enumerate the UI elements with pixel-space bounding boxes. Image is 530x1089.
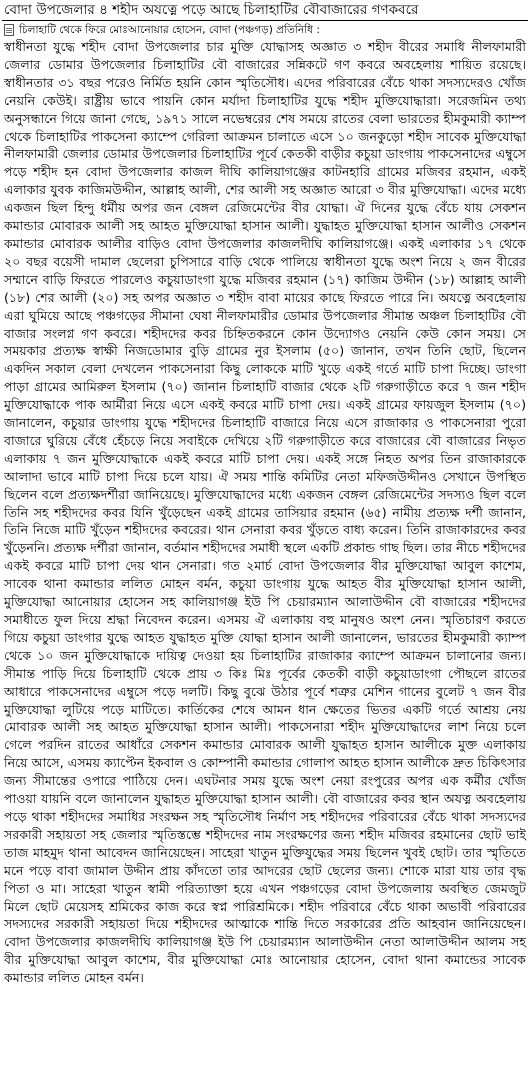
article xyxy=(2,2,528,1085)
document-icon xyxy=(4,24,14,36)
byline-row xyxy=(2,21,528,38)
article-headline: বোদা উপজেলার ৪ শহীদ অযত্নে পড়ে আছে চিলাহাটির বৌবাজারের গণকবরে xyxy=(2,2,528,21)
article-body: স্বাধীনতা যুদ্ধে শহীদ বোদা উপজেলার চার মুক্তি যোদ্ধাসহ অজ্ঞাত ৩ শহীদ বীরের সমাধি নীলফামারী জেলার ডোমার উপজেলার চিলাহাটির বৌ বাজারের সন্নিকটে গণ কবরে অবহেলায় শায়িত রয়েছে। স্বাধীনতার ৩১ বছর পরেও নির্মিত হয়নি কোন স্মৃতিসৌধ। এদের পরিবারের বেঁচে থাকা সদস্যদেরও খোঁজ নেয়নি কেউই। রাষ্ট্রীয় ভাবে পায়নি কোন মর্যাদা চিলাহাটির যুদ্ধে শহীদ মুক্তিযোদ্ধারা। সরেজমিন তথ্য অনুসন্ধানে গিয়ে জানা গেছে, ১৯৭১ সালে নভেম্বরের শেষ সময়ে রাতের বেলা ভারতের হীমকুমারী ক্যাম্প থেকে চিলাহাটির পাকসেনা ক্যাম্পে গেরিলা আক্রমন চালাতে এসে ১০ জনকুড়ো শহীদ সাবেক মুক্তিযোদ্ধা নীলফামারী জেলার ডোমার উপজেলার চিলাহাটির পূর্বে কেতকী বাড়ীর কচুয়া ডাংগায় পাকসেনাদের এম্বুসে পড়ে শহীদ হন বোদা উপজেলার কাজল দীঘি কালিয়াগঞ্জের কাটনহারি গ্রামের মজিবর রহমান, একই এলাকার যুবক কাজিমউদ্দীন, আল্লাহ আলী, শের আলী সহ অজ্ঞাত আরো ৩ বীর মুক্তিযোদ্ধা। এদের মধ্যে একজন ছিল হিন্দু ধর্মীয় অপর জন বেঙ্গল রেজিমেন্টের বীর যোদ্ধা। ঐ দিনের যুদ্ধে বেঁচে যায় সেকশন কমান্ডার মোবারক আলী সহ আহত মুক্তিযোদ্ধা হাসান আলী। যুদ্ধাহত মুক্তিযোদ্ধা হাসান আলীও সেকশন কমান্ডার মোবারক আলীর বাড়িও বোদা উপজেলার কাজলদীঘি কালিয়াগঞ্জে। একই এলাকার ১৭ থেকে ২০ বছর বয়েসী দামাল ছেলেরা চুপিসারে বাড়ি থেকে পালিয়ে স্বাধীনতা যুদ্ধে অংশ নিয়ে ২ জন বীরের সম্মানে বাড়ি ফিরতে পারলেও কচুয়াডাংগা যুদ্ধে মজিবর রহমান (১৭) কাজিম উদ্দীন (১৮) আল্লাহ আলী (১৮) শের আলী (২০) সহ অপর অজ্ঞাত ৩ শহীদ বাবা মায়ের কাছে ফিরতে পারে নি। অযত্নে অবহেলায় এরা ঘুমিয়ে আছে পঞ্চগড়ের সীমানা ঘেষা নীলফামারীর ডোমার উপজেলার সীমান্ত অঞ্চল চিলাহাটির বৌ বাজার সংলগ্ন গণ কবরে। শহীদদের কবর চিহ্নিতকরনে কোন উদ্যোগও নেয়নি কেউ কোন সময়। সে সময়কার প্রত্যক্ষ স্বাক্ষী নিজডোমার বুড়ি গ্রামের নুর ইসলাম (৫০) জানান, তখন তিনি ছোট, ছিলেন একদিন সকাল বেলা দেখলেন পাকসেনারা কিছু লোককে মাটি খুড়ে একই গর্তে মাটি চাপা দিচ্ছে। ডাংগা পাড়া গ্রামের আমিরুল ইসলাম (৭০) জানান চিলাহাটি বাজার থেকে ২টি গরুগাড়ীতে করে ৭ জন শহীদ মুক্তিযোদ্ধাকে পাক আর্মীরা নিয়ে এসে একই কবরে মাটি চাপা দেয়। একই গ্রামের ফায়জুল ইসলাম (৭০) জানালেন, কচুয়ার ডাংগায় যুদ্ধে শহীদদের চিলাহাটি বাজারে নিয়ে এসে রাজাকার ও পাকসেনারা পুরো বাজারে ঘুরিয়ে বেঁধে হেঁচড়ে নিয়ে সবাইকে দেখিয়ে ২টি গরুগাড়ীতে করে বাজারের বৌ বাজারের নিভৃত এলাকায় ৭ জন মুক্তিযোদ্ধাকে একই কবরে মাটি চাপা দেয়। একই সঙ্গে নিহত অপর তিন রাজাকারকে আলাদা ভাবে মাটি চাপা দিয়ে চলে যায়। ঐ সময় শান্তি কমিটির নেতা মফিজউদ্দীনও সেখানে উপস্থিত ছিলেন বলে প্রত্যক্ষদর্শীরা জানিয়েছে। মুক্তিযোদ্ধাদের মধ্যে একজন বেঙ্গল রেজিমেন্টের সদস্যও ছিল বলে তিনি সহ শহীদদের কবর যিনি খুঁড়েছেন একই গ্রামের তাসিয়ার রহমান (৬৫) নামীয় প্রত্যক্ষ দর্শী জানান, তিনি নিজে মাটি খুঁড়েন শহীদদের কবরের। থান সেনারা কবর খুঁড়তে বাধ্য করেন। তিনি রাজাকারদের কবর খুঁড়েননি। প্রত্যক্ষ দর্শীরা জানান, বর্তমান শহীদদের সমাধী স্থলে একটি প্রকান্ড গাছ ছিল। তার নীচে শহীদদের একই কবরে মাটি চাপা দেয় থান সেনারা। গত ২মার্চ বোদা উপজেলার বীর মুক্তিযোদ্ধা আবুল কাশেম, সাবেক থানা কমান্ডার ললিত মোহন বর্মন, কচুয়া ডাংগায় যুদ্ধে আহত বীর মুক্তিযোদ্ধা হাসান আলী, মুক্তিযোদ্ধা আনোয়ার হোসেন সহ কালিয়াগঞ্জ ইউ পি চেয়ারম্যান আলাউদ্দীন বৌ বাজারের শহীদদের সমাধীতে ফুল দিয়ে শ্রদ্ধা নিবেদন করেন। এসময় ঐ এলাকায় বহু মানুষও অংশ নেন। স্মৃতিচারণ করতে গিয়ে কচুয়া ডাংগার যুদ্ধে আহত যুদ্ধাহত মুক্তি যোদ্ধা হাসান আলী জানালেন, ভারতের হীমকুমারী ক্যাম্প থেকে ১০ জন মুক্তিযোদ্ধাকে দায়িত্ব দেওয়া হয় চিলাহাটির রাজাকার ক্যাম্পে আক্রমন চালানোর জন্য। সীমান্ত পাড়ি দিয়ে চিলাহাটি থেকে প্রায় ৩ কিঃ মিঃ পূর্বের কেতকী বাড়ী কচুয়াডাংগা পৌছলে রাতের আধারে পাকসেনাদের এম্বুসে পড়ে দলটি। কিছু বুঝে উঠার পূর্বে শত্রুর মেশিন গানের বুলেট ৭ জন বীর মুক্তিযোদ্ধা লুটিয়ে পড়ে মাটিতে। কার্তিকের শেষে আমন ধান ক্ষেতের ভিতর একটি গর্তে আশ্রয় নেয় মোবারক আলী সহ আহত মুক্তিযোদ্ধা হাসান আলী। পাকসেনারা শহীদ মুক্তিযোদ্ধাদের লাশ নিয়ে চলে গেলে পরদিন রাতের আধাঁরে সেকশন কমান্ডার মোবারক আলী যুদ্ধাহত হাসান আলীকে মুক্ত এলাকায় নিয়ে আসে, এসময় ক্যাপ্টেন ইকবাল ও কোম্পানী কমান্ডার গোলাপ আহত হাসান আলীকে দ্রুত চিকিৎসার জন্য সীমান্তের ওপারে পাঠিয়ে দেন। এঘটনার সময় যুদ্ধে অংশ নেয়া রংপুরের অপর এক কর্মীর খোঁজ পাওয়া যায়নি বলে জানালেন যুদ্ধাহত মুক্তিযোদ্ধা হাসান আলী। বৌ বাজারের কবর স্থান অযত্ন অবহেলায় পড়ে থাকা শহীদদের সমাধির সংরক্ষন সহ স্মৃতিসৌধ নির্মাণ সহ শহীদদের পরিবারের বেঁচে থাকা সদস্যদের সরকারী সহায়তা সহ জেলার স্মৃতিস্তম্ভে শহীদদের নাম সংরক্ষণের জন্য শহীদ মজিবর রহমানের ছোট ভাই তাজ মাহমুদ থানা আবেদন জানিয়েছেন। সাহেরা খাতুন মুক্তিযুদ্ধের সময় ছিলেন খুবই ছোট। তার স্মৃতিতে মনে পড়ে বাবা জামাল উদ্দীন প্রায় কাঁদতো তার আদরের ছোট ছেলের জন্য। শোকে মারা যায় তার বৃদ্ধ পিতা ও মা। সাহেরা খাতুন স্বামী পরিত্যাক্তা হয়ে এখন পঞ্চগড়ের বোদা উপজেলায় অবস্থিত জেমজুট মিলে ছোট মেয়েসহ শ্রমিকের কাজ করে স্বপ্ন পারিশ্রমিকে। শহীদ পরিবারে বেঁচে থাকা অভাবী পরিবারের সদস্যদের সরকারী সহায়তা দিয়ে শহীদদের আত্মাকে শান্তি দিতে সরকারের প্রতি আহবান জানিয়েছেন। বোদা উপজেলার কাজলদীঘি কালিয়াগঞ্জ ইউ পি চেয়ারম্যান আলাউদ্দীন নেতা আলাউদ্দীন আলম সহ বীর মুক্তিযোদ্ধা আবুল কাশেম, বীর মুক্তিযোদ্ধা মোঃ আনোয়ার হোসেন, বোদা থানা কমান্ডের সাবেক কমান্ডার ললিত মোহন বর্মন। xyxy=(4,39,526,986)
article-byline: চিলাহাটি থেকে ফিরে মোঃআনোয়ার হোসেন, বোদা (পঞ্চগড়) প্রতিনিধি : xyxy=(19,24,320,36)
